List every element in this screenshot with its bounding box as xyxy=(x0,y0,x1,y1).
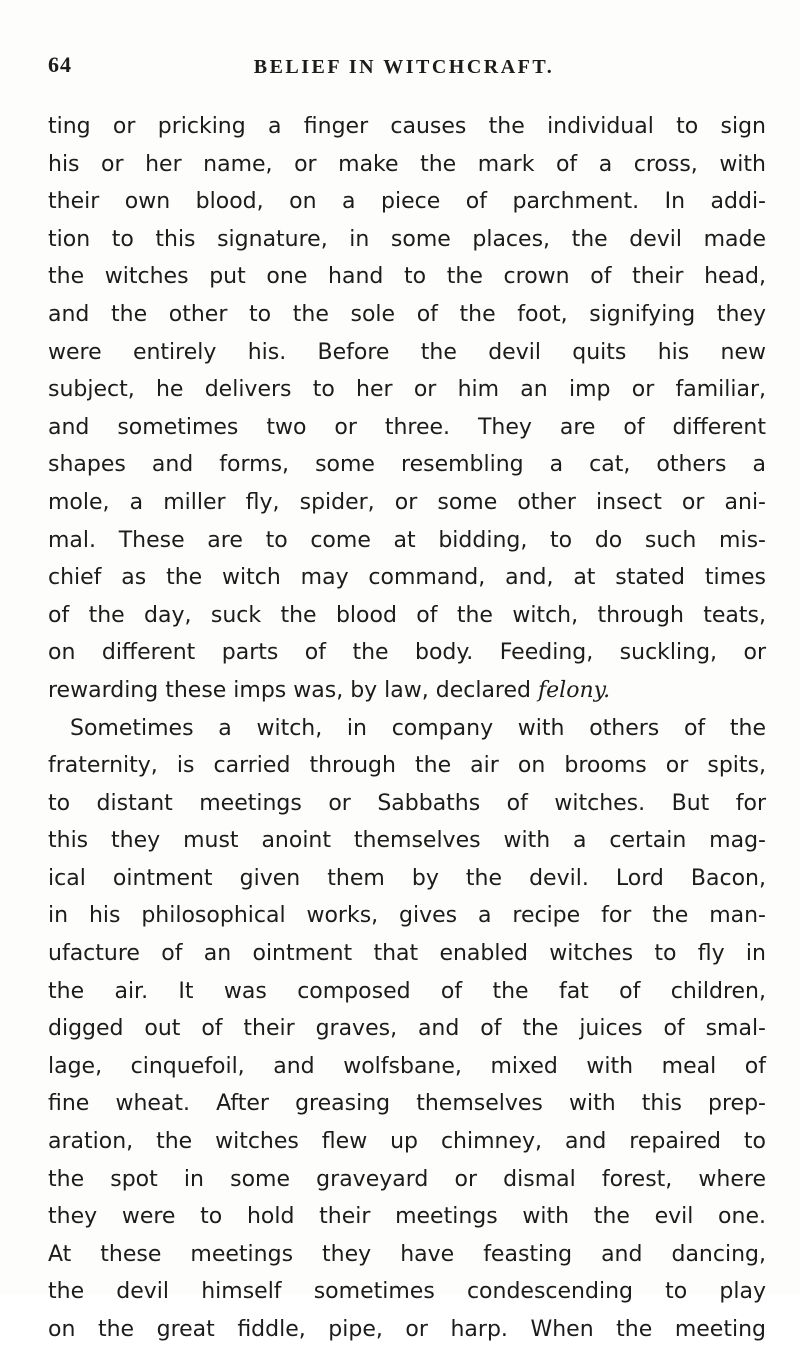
text-line-with-emphasis xyxy=(48,672,766,710)
text-line-start: rewarding these imps was, by law, declared xyxy=(48,677,531,703)
text-line: and the other to the sole of the foot, signifying they xyxy=(48,301,766,327)
text-line: they were to hold their meetings with the evil one. xyxy=(48,1204,766,1230)
text-line: tion to this signature, in some places, the devil made xyxy=(48,226,766,252)
text-line: the devil himself sometimes condescending to play xyxy=(48,1279,766,1305)
text-line: his or her name, or make the mark of a cross, with xyxy=(48,151,766,177)
text-line: aration, the witches flew up chimney, and repaired to xyxy=(48,1129,766,1155)
text-line: in his philosophical works, gives a recipe for the man- xyxy=(48,903,766,929)
text-line: the witches put one hand to the crown of their head, xyxy=(48,264,766,290)
text-line: chief as the witch may command, and, at stated times xyxy=(48,565,766,591)
text-line: their own blood, on a piece of parchment. In addi- xyxy=(48,189,766,215)
text-line: and sometimes two or three. They are of different xyxy=(48,414,766,440)
emphasis-felony: felony. xyxy=(538,677,611,703)
page-header xyxy=(48,52,760,88)
text-line: ical ointment given them by the devil. Lord Bacon, xyxy=(48,865,766,891)
text-line: on the great fiddle, pipe, or harp. When the meeting xyxy=(48,1317,766,1342)
text-line: ufacture of an ointment that enabled witches to fly in xyxy=(48,941,766,967)
text-line: to distant meetings or Sabbaths of witches. But for xyxy=(48,790,766,816)
text-line: ting or pricking a finger causes the individual to sign xyxy=(48,114,766,139)
text-line: on different parts of the body. Feeding, suckling, or xyxy=(48,640,766,666)
text-line: of the day, suck the blood of the witch, through teats, xyxy=(48,602,766,628)
text-line: mal. These are to come at bidding, to do such mis- xyxy=(48,527,766,553)
text-line: fraternity, is carried through the air on brooms or spits, xyxy=(48,753,766,779)
text-line: fine wheat. After greasing themselves with this prep- xyxy=(48,1091,766,1117)
text-line: subject, he delivers to her or him an imp or familiar, xyxy=(48,377,766,403)
paragraph-start-line: Sometimes a witch, in company with others of the xyxy=(70,715,766,741)
text-line: lage, cinquefoil, and wolfsbane, mixed with meal of xyxy=(48,1053,766,1079)
text-line: At these meetings they have feasting and dancing, xyxy=(48,1241,766,1267)
text-line: mole, a miller fly, spider, or some other insect or ani- xyxy=(48,489,766,515)
text-line: digged out of their graves, and of the juices of smal- xyxy=(48,1016,766,1042)
text-line: shapes and forms, some resembling a cat, others a xyxy=(48,452,766,478)
running-head: BELIEF IN WITCHCRAFT. xyxy=(253,56,555,78)
text-line: the air. It was composed of the fat of children, xyxy=(48,978,766,1004)
text-line: were entirely his. Before the devil quits his new xyxy=(48,339,766,365)
body-text xyxy=(48,108,766,1349)
page-number: 64 xyxy=(48,52,72,77)
text-line: the spot in some graveyard or dismal forest, where xyxy=(48,1166,766,1192)
text-line: this they must anoint themselves with a certain mag- xyxy=(48,828,766,854)
